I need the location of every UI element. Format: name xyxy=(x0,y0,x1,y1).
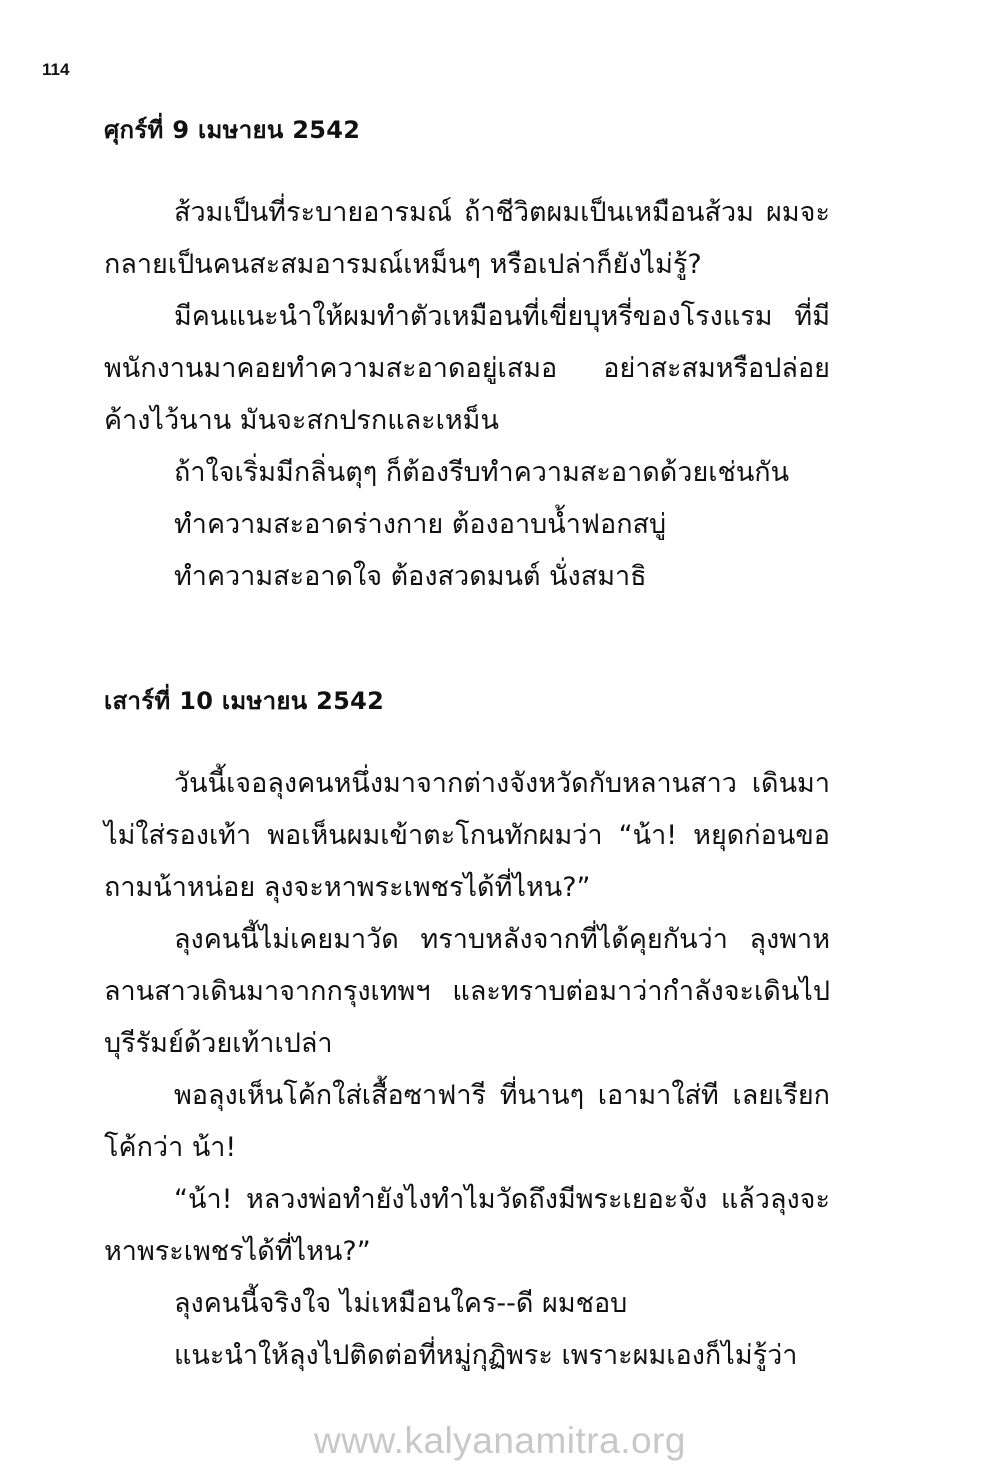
entry-heading: ศุกร์ที่ 9 เมษายน 2542 xyxy=(104,116,361,144)
paragraph: แนะนำให้ลุงไปติดต่อที่หมู่กุฏิพระ เพราะผมเองก็ไม่รู้ว่า xyxy=(174,1340,798,1371)
entry-body xyxy=(104,187,830,603)
diary-entry-1 xyxy=(104,110,830,603)
paragraph: ทำความสะอาดใจ ต้องสวดมนต์ นั่งสมาธิ xyxy=(174,561,647,592)
paragraph: ลุงคนนี้ไม่เคยมาวัด ทราบหลังจากที่ได้คุยกันว่า ลุงพาหลานสาวเดินมาจากกรุงเทพฯ และทราบต่อมาว่ากำลังจะเดินไปบุรีรัมย์ด้วยเท้าเปล่า xyxy=(104,924,830,1059)
paragraph: “น้า! หลวงพ่อทำยังไงทำไมวัดถึงมีพระเยอะจัง แล้วลุงจะหาพระเพชรได้ที่ไหน?” xyxy=(104,1184,830,1267)
entry-heading: เสาร์ที่ 10 เมษายน 2542 xyxy=(104,687,385,715)
paragraph: ลุงคนนี้จริงใจ ไม่เหมือนใคร--ดี ผมชอบ xyxy=(174,1288,628,1319)
watermark: www.kalyanamitra.org xyxy=(314,1420,686,1461)
paragraph: มีคนแนะนำให้ผมทำตัวเหมือนที่เขี่ยบุหรี่ของโรงแรม ที่มีพนักงานมาคอยทำความสะอาดอยู่เสมอ อย่าสะสมหรือปล่อยค้างไว้นาน มันจะสกปรกและเหม็น xyxy=(104,301,830,436)
diary-entry-2 xyxy=(104,681,830,1382)
paragraph: ส้วมเป็นที่ระบายอารมณ์ ถ้าชีวิตผมเป็นเหมือนส้วม ผมจะกลายเป็นคนสะสมอารมณ์เหม็นๆ หรือเปล่าก็ยังไม่รู้? xyxy=(104,197,830,280)
paragraph: ถ้าใจเริ่มมีกลิ่นตุๆ ก็ต้องรีบทำความสะอาดด้วยเช่นกัน xyxy=(174,457,790,488)
paragraph: พอลุงเห็นโค้กใส่เสื้อซาฟารี ที่นานๆ เอามาใส่ที เลยเรียกโค้กว่า น้า! xyxy=(104,1080,830,1163)
paragraph: วันนี้เจอลุงคนหนึ่งมาจากต่างจังหวัดกับหลานสาว เดินมาไม่ใส่รองเท้า พอเห็นผมเข้าตะโกนทักผมว่า “น้า! หยุดก่อนขอถามน้าหน่อย ลุงจะหาพระเพชรได้ที่ไหน?” xyxy=(104,768,830,903)
page-number: 114 xyxy=(42,60,70,79)
paragraph: ทำความสะอาดร่างกาย ต้องอาบน้ำฟอกสบู่ xyxy=(174,509,667,540)
entry-body xyxy=(104,758,830,1382)
